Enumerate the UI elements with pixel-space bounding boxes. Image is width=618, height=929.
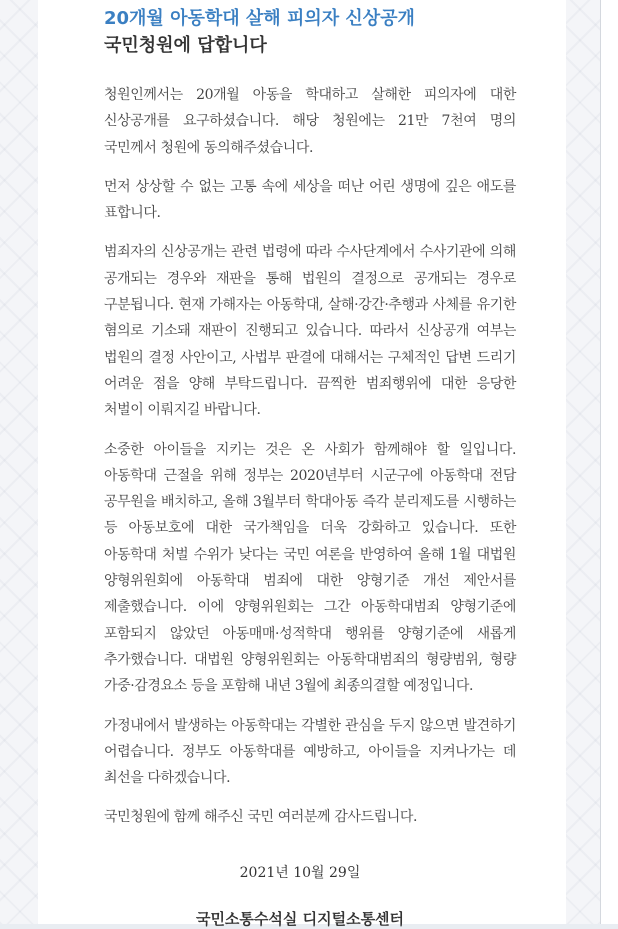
document-body [104,82,516,844]
document-date: 2021년 10월 29일 [239,865,361,881]
paragraph: 소중한 아이들을 지키는 것은 온 사회가 함께해야 할 일입니다. 아동학대 근절을 위해 정부는 2020년부터 시군구에 아동학대 전담 공무원을 배치하고, 올해 3월부터 학대아동 즉각 분리제도를 시행하는 등 아동보호에 대한 국가책임을 더욱 강화하고 있습니다. 또한 아동학대 처벌 수위가 낮다는 국민 여론을 반영하여 올해 1월 대법원 양형위원회에 아동학대 범죄에 대한 양형기준 개선 제안서를 제출했습니다. 이에 양형위원회는 그간 아동학대범죄 양형기준에 포함되지 않았던 아동매매·성적학대 행위를 양형기준에 새롭게 추가했습니다. 대법원 양형위원회는 아동학대범죄의 형량범위, 형량 가중·감경요소 등을 포함해 내년 3월에 최종의결할 예정입니다. [104,441,516,695]
paragraph: 가정내에서 발생하는 아동학대는 각별한 관심을 두지 않으면 발견하기 어렵습니다. 정부도 아동학대를 예방하고, 아이들을 지켜나가는 데 최선을 다하겠습니다. [104,717,516,787]
document-title: 20개월 아동학대 살해 피의자 신상공개 [104,8,415,29]
document-signature-org: 국민소통수석실 디지털소통센터 [195,910,405,928]
paragraph: 청원인께서는 20개월 아동을 학대하고 살해한 피의자에 대한 신상공개를 요구하셨습니다. 해당 청원에는 21만 7천여 명의 국민께서 청원에 동의해주셨습니다. [104,87,516,156]
paragraph: 국민청원에 함께 해주신 국민 여러분께 감사드립니다. [104,809,418,826]
document-subtitle: 국민청원에 답합니다 [104,35,267,56]
page-edge [601,0,618,924]
paragraph: 먼저 상상할 수 없는 고통 속에 세상을 떠난 어린 생명에 깊은 애도를 표합니다. [104,178,516,222]
paragraph: 범죄자의 신상공개는 관련 법령에 따라 수사단계에서 수사기관에 의해 공개되는 경우와 재판을 통해 법원의 결정으로 공개되는 경우로 구분됩니다. 현재 가해자는 아동학대, 살해·강간·추행과 사체를 유기한 혐의로 기소돼 재판이 진행되고 있습니다. 따라서 신상공개 여부는 법원의 결정 사안이고, 사법부 판결에 대해서는 구체적인 답변 드리기 어려운 점을 양해 부탁드립니다. 끔찍한 범죄행위에 대한 응당한 처벌이 이뤄지길 바랍니다. [104,244,516,419]
